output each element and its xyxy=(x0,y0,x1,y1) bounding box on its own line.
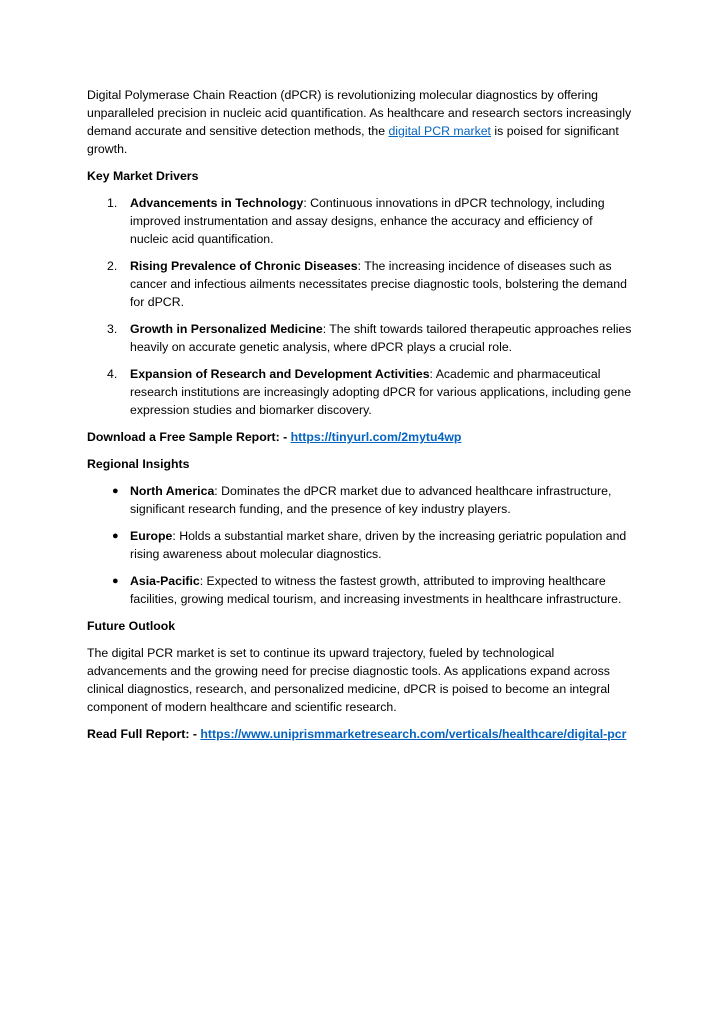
item-title: North America xyxy=(130,484,215,498)
market-drivers-list xyxy=(87,194,633,419)
item-title: Rising Prevalence of Chronic Diseases xyxy=(130,259,358,273)
list-number: 4. xyxy=(107,367,118,381)
digital-pcr-market-link[interactable]: digital PCR market xyxy=(388,124,491,138)
list-number: 1. xyxy=(107,196,118,210)
item-text: : Continuous innovations in dPCR technology, including improved instrumentation and assay designs, enhance the accuracy and efficiency of nucleic acid quantification. xyxy=(130,196,605,246)
regional-insights-list xyxy=(87,482,633,608)
list-item xyxy=(87,320,633,356)
bullet-icon: ● xyxy=(112,485,119,497)
list-item xyxy=(87,365,633,419)
list-item xyxy=(87,257,633,311)
list-number: 2. xyxy=(107,259,118,273)
full-report-label: Read Full Report: - xyxy=(87,727,201,741)
intro-paragraph xyxy=(87,86,633,158)
list-item xyxy=(87,482,633,518)
key-market-drivers-heading: Key Market Drivers xyxy=(87,169,199,183)
list-item xyxy=(87,572,633,608)
intro-text-before: Digital Polymerase Chain Reaction (dPCR) is revolutionizing molecular diagnostics by offering unparalleled precision in nucleic acid quantification. As healthcare and research sectors increasingly demand accurate and sensitive detection methods, the xyxy=(87,88,632,138)
list-item xyxy=(87,527,633,563)
intro-text-after: is poised for significant growth. xyxy=(87,124,619,156)
item-text: : Expected to witness the fastest growth, attributed to improving healthcare facilities, growing medical tourism, and increasing investments in healthcare infrastructure. xyxy=(130,574,622,606)
item-title: Europe xyxy=(130,529,173,543)
item-text: : Dominates the dPCR market due to advanced healthcare infrastructure, significant research funding, and the presence of key industry players. xyxy=(130,484,612,516)
item-text: : The shift towards tailored therapeutic approaches relies heavily on accurate genetic analysis, where dPCR plays a crucial role. xyxy=(130,322,632,354)
item-text: : Academic and pharmaceutical research institutions are increasingly adopting dPCR for various applications, including gene expression studies and biomarker discovery. xyxy=(130,367,632,417)
future-outlook-heading: Future Outlook xyxy=(87,619,176,633)
item-title: Expansion of Research and Development Activities xyxy=(130,367,430,381)
sample-report-label: Download a Free Sample Report: - xyxy=(87,430,291,444)
bullet-icon: ● xyxy=(112,575,119,587)
sample-report-link[interactable]: https://tinyurl.com/2mytu4wp xyxy=(290,430,462,444)
item-text: : The increasing incidence of diseases such as cancer and infectious ailments necessitates precise diagnostic tools, bolstering the demand for dPCR. xyxy=(130,259,627,309)
item-title: Growth in Personalized Medicine xyxy=(130,322,323,336)
list-item xyxy=(87,194,633,248)
regional-insights-heading: Regional Insights xyxy=(87,457,190,471)
item-title: Advancements in Technology xyxy=(130,196,304,210)
full-report-link[interactable]: https://www.uniprismmarketresearch.com/verticals/healthcare/digital-pcr xyxy=(200,727,627,741)
list-number: 3. xyxy=(107,322,118,336)
item-title: Asia-Pacific xyxy=(130,574,200,588)
bullet-icon: ● xyxy=(112,530,119,542)
sample-report-line xyxy=(87,428,633,446)
future-outlook-paragraph: The digital PCR market is set to continue its upward trajectory, fueled by technological advancements and the growing need for precise diagnostic tools. As applications expand across clinical diagnostics, research, and personalized medicine, dPCR is poised to become an integral component of modern healthcare and scientific research. xyxy=(87,646,610,714)
item-text: : Holds a substantial market share, driven by the increasing geriatric population and rising awareness about molecular diagnostics. xyxy=(130,529,627,561)
full-report-line xyxy=(87,725,633,743)
